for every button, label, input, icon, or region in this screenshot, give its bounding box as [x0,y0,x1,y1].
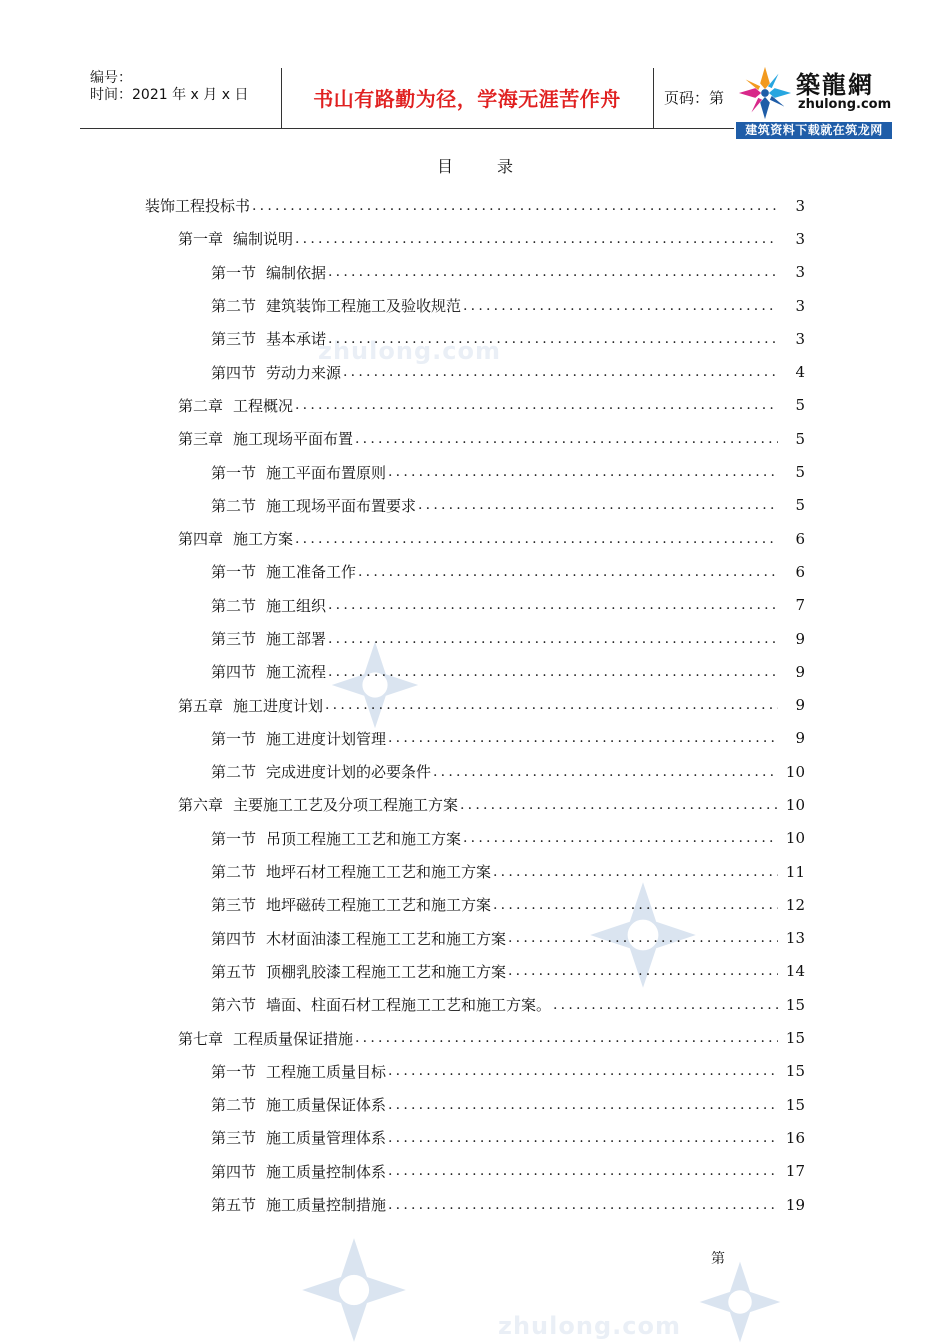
watermark-text: zhulong.com [318,337,501,365]
toc-dot-leader [508,963,778,979]
toc-entry-page: 9 [795,696,805,715]
toc-entry-title: 施工进度计划 [233,696,324,715]
toc-entry-title: 施工准备工作 [266,563,357,582]
toc-entry[interactable] [0,389,950,422]
toc-entry-number: 第三节 [211,896,257,915]
toc-entry-page: 9 [795,629,805,648]
toc-entry-page: 3 [795,196,805,215]
toc-entry-title: 施工进度计划管理 [266,729,387,748]
toc-entry-page: 6 [795,529,805,548]
brand-banner: 建筑资料下载就在筑龙网 [736,122,892,139]
toc-entry-title: 顶棚乳胶漆工程施工工艺和施工方案 [266,962,507,981]
toc-entry-page: 16 [785,1128,805,1147]
toc-entry[interactable] [0,455,950,488]
header-meta [80,68,280,128]
toc-entry-page: 5 [795,463,805,482]
toc-dot-leader [388,1063,778,1079]
toc-entry[interactable] [0,822,950,855]
toc-entry-number: 第四节 [211,663,257,682]
toc-entry[interactable] [0,422,950,455]
toc-entry[interactable] [0,322,950,355]
toc-entry-number: 第二节 [211,496,257,515]
toc-entry[interactable] [0,256,950,289]
toc-entry-number: 第一节 [211,1062,257,1081]
toc-entry[interactable] [0,1088,950,1121]
toc-dot-leader [553,997,778,1013]
page-code-label: 页码：第 [664,89,725,107]
serial-label: 编号： [90,70,132,86]
toc-entry-page: 13 [785,929,805,948]
toc-entry[interactable] [0,189,950,222]
toc-entry-title: 主要施工工艺及分项工程施工方案 [233,796,459,815]
toc-entry-page: 15 [785,1029,805,1048]
toc-entry-page: 6 [795,562,805,581]
toc-entry-page: 3 [795,263,805,282]
toc-dot-leader [295,397,778,413]
table-of-contents [0,189,950,1221]
toc-entry-title: 施工质量保证体系 [266,1096,387,1115]
toc-entry-page: 15 [785,995,805,1014]
toc-entry-title: 施工方案 [233,530,294,549]
toc-entry-page: 17 [785,1162,805,1181]
toc-entry[interactable] [0,855,950,888]
toc-entry-title: 施工质量控制措施 [266,1196,387,1215]
toc-entry-number: 第七章 [178,1029,224,1048]
toc-dot-leader [388,1097,778,1113]
toc-entry-page: 5 [795,496,805,515]
toc-entry[interactable] [0,489,950,522]
toc-entry-title: 编制说明 [233,230,294,249]
toc-entry-number: 第二节 [211,596,257,615]
toc-entry-number: 第三节 [211,1129,257,1148]
toc-entry-title: 工程概况 [233,396,294,415]
toc-entry-page: 5 [795,429,805,448]
toc-entry-number: 第一章 [178,230,224,249]
zhulong-logo [734,64,892,140]
toc-entry-page: 10 [785,829,805,848]
toc-entry-page: 15 [785,1062,805,1081]
toc-entry[interactable] [0,1021,950,1054]
date-line: 时间：2021 年 x 月 x 日 [90,87,249,103]
toc-entry-title: 墙面、柱面石材工程施工工艺和施工方案。 [266,996,552,1015]
toc-dot-leader [328,264,778,280]
toc-title-right: 录 [497,157,514,176]
toc-dot-leader [252,198,778,214]
toc-entry-page: 3 [795,296,805,315]
toc-entry[interactable] [0,922,950,955]
toc-entry-title: 完成进度计划的必要条件 [266,763,432,782]
toc-entry-number: 第二节 [211,863,257,882]
toc-entry[interactable] [0,655,950,688]
toc-entry[interactable] [0,688,950,721]
toc-entry-number: 第一节 [211,563,257,582]
watermark-logo-icon [300,1236,408,1344]
toc-entry-number: 第六节 [211,996,257,1015]
toc-entry-number: 第四节 [211,363,257,382]
header-divider [653,68,654,128]
toc-entry-title: 建筑装饰工程施工及验收规范 [266,297,462,316]
brand-name-en: zhulong.com [798,97,892,112]
toc-entry-title: 吊顶工程施工工艺和施工方案 [266,829,462,848]
toc-dot-leader [460,797,778,813]
toc-entry-page: 5 [795,396,805,415]
toc-entry-title: 装饰工程投标书 [145,197,251,216]
toc-dot-leader [355,1030,778,1046]
toc-dot-leader [418,497,778,513]
header-motto: 书山有路勤为径，学海无涯苦作舟 [313,87,621,111]
toc-entry-page: 19 [785,1195,805,1214]
toc-title [0,156,950,178]
toc-entry-number: 第二章 [178,396,224,415]
toc-entry-page: 10 [785,795,805,814]
toc-entry-page: 12 [785,895,805,914]
toc-entry-title: 编制依据 [266,263,327,282]
toc-entry-number: 第三节 [211,330,257,349]
toc-entry-title: 施工平面布置原则 [266,463,387,482]
toc-entry-number: 第四节 [211,929,257,948]
footer-page-label: 第 [711,1251,725,1267]
toc-dot-leader [388,1163,778,1179]
toc-entry[interactable] [0,1188,950,1221]
toc-dot-leader [388,730,778,746]
toc-dot-leader [343,364,778,380]
toc-dot-leader [328,664,778,680]
toc-entry-number: 第二节 [211,1096,257,1115]
toc-dot-leader [493,897,778,913]
toc-entry-number: 第三章 [178,430,224,449]
toc-entry-page: 15 [785,1095,805,1114]
toc-entry-title: 工程质量保证措施 [233,1029,354,1048]
toc-dot-leader [463,830,778,846]
toc-entry[interactable] [0,988,950,1021]
toc-entry[interactable] [0,622,950,655]
toc-dot-leader [355,431,778,447]
toc-entry[interactable] [0,1155,950,1188]
toc-entry[interactable] [0,722,950,755]
toc-entry[interactable] [0,289,950,322]
toc-entry-title: 施工流程 [266,663,327,682]
toc-entry-number: 第五节 [211,1196,257,1215]
toc-entry[interactable] [0,755,950,788]
toc-dot-leader [295,231,778,247]
toc-entry-number: 第一节 [211,729,257,748]
toc-dot-leader [358,564,778,580]
brand-name-cn: 築龍網 [796,70,874,99]
toc-entry-title: 施工组织 [266,596,327,615]
toc-dot-leader [388,464,778,480]
toc-entry-number: 第二节 [211,297,257,316]
toc-entry[interactable] [0,1055,950,1088]
toc-entry-title: 地坪石材工程施工工艺和施工方案 [266,863,492,882]
toc-entry-page: 3 [795,329,805,348]
watermark-logo-icon [698,1260,782,1344]
toc-dot-leader [388,1130,778,1146]
toc-entry-page: 4 [795,363,805,382]
toc-dot-leader [328,631,778,647]
toc-entry[interactable] [0,788,950,821]
toc-entry-number: 第三节 [211,630,257,648]
toc-entry-page: 14 [785,962,805,981]
toc-entry-title: 施工现场平面布置 [233,430,354,449]
toc-entry-title: 劳动力来源 [266,363,342,382]
toc-dot-leader [388,1197,778,1213]
toc-entry-number: 第一节 [211,263,257,282]
toc-dot-leader [463,298,778,314]
toc-entry-number: 第一节 [211,829,257,848]
toc-dot-leader [295,531,778,547]
toc-entry-number: 第二节 [211,763,257,782]
toc-entry-title: 施工现场平面布置要求 [266,496,417,515]
toc-entry-page: 11 [785,862,805,881]
toc-entry-page: 3 [795,229,805,248]
toc-dot-leader [328,597,778,613]
toc-entry-page: 7 [795,596,805,615]
zhulong-emblem-icon [736,64,794,122]
toc-entry[interactable] [0,589,950,622]
toc-entry[interactable] [0,355,950,388]
toc-entry-title: 地坪磁砖工程施工工艺和施工方案 [266,896,492,915]
watermark-text: zhulong.com [498,1312,681,1340]
toc-entry[interactable] [0,222,950,255]
toc-entry-number: 第四节 [211,1162,257,1181]
toc-entry-title: 施工质量管理体系 [266,1129,387,1148]
toc-entry-page: 10 [785,762,805,781]
toc-entry[interactable] [0,888,950,921]
toc-dot-leader [328,331,778,347]
toc-entry[interactable] [0,1121,950,1154]
toc-entry-title: 施工部署 [266,630,327,648]
toc-entry-title: 工程施工质量目标 [266,1062,387,1081]
toc-entry-number: 第一节 [211,463,257,482]
toc-dot-leader [325,697,778,713]
toc-entry[interactable] [0,522,950,555]
toc-entry-number: 第五章 [178,696,224,715]
toc-entry[interactable] [0,955,950,988]
toc-entry[interactable] [0,555,950,588]
toc-dot-leader [433,764,778,780]
toc-dot-leader [493,864,778,880]
toc-entry-number: 第五节 [211,962,257,981]
toc-entry-number: 第四章 [178,530,224,549]
toc-entry-title: 基本承诺 [266,330,327,349]
toc-entry-page: 9 [795,729,805,748]
toc-entry-title: 木材面油漆工程施工工艺和施工方案 [266,929,507,948]
toc-entry-title: 施工质量控制体系 [266,1162,387,1181]
toc-entry-number: 第六章 [178,796,224,815]
toc-dot-leader [508,930,778,946]
toc-entry-page: 9 [795,662,805,681]
toc-title-left: 目 [436,157,453,176]
